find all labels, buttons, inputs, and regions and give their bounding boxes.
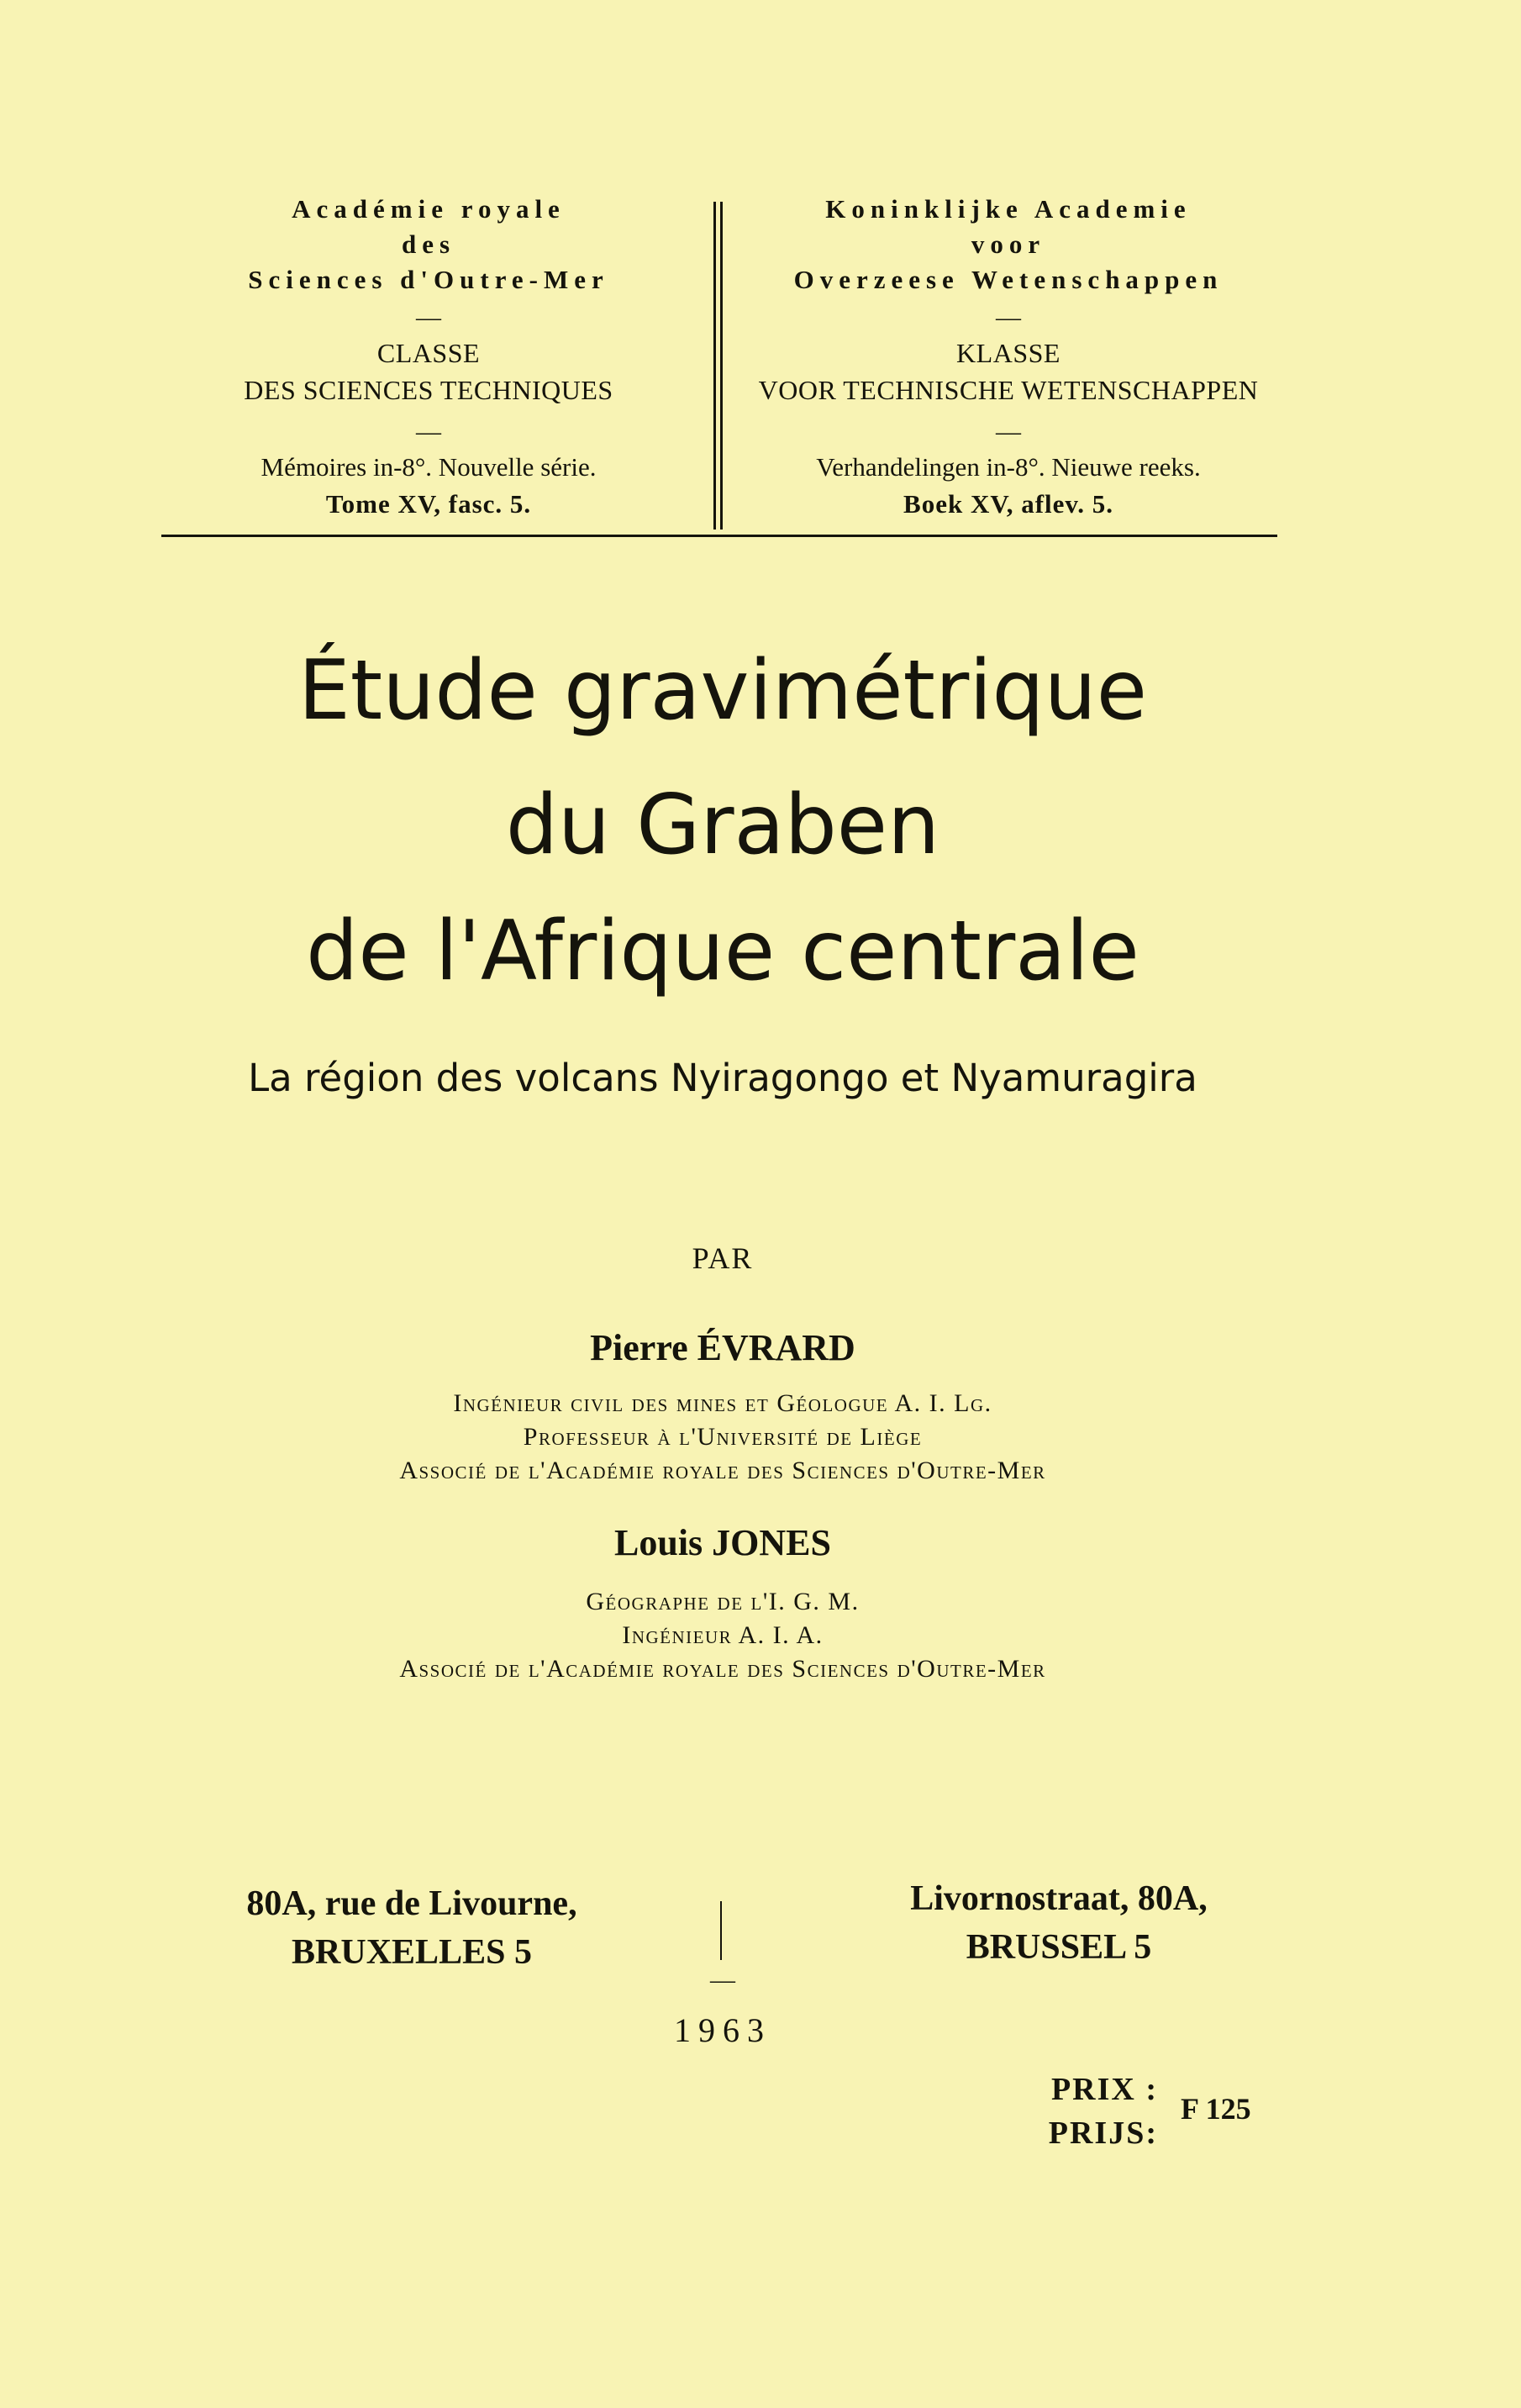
institution-line: Koninklijke Academie	[825, 194, 1192, 224]
author-title: Géographe de l'I. G. M.	[586, 1588, 860, 1615]
address-line: BRUXELLES 5	[292, 1933, 532, 1972]
price-labels	[1032, 2068, 1158, 2155]
separator-dash: —	[416, 303, 441, 331]
separator-dash: —	[996, 303, 1021, 331]
classe-line: DES SCIENCES TECHNIQUES	[244, 375, 613, 405]
classe-line: VOOR TECHNISCHE WETENSCHAPPEN	[758, 375, 1259, 405]
header-divider	[713, 202, 716, 530]
author-title: Professeur à l'Université de Liège	[523, 1423, 923, 1451]
author-name: Pierre ÉVRARD	[590, 1327, 855, 1368]
author-title: Ingénieur civil des mines et Géologue A. I. Lg.	[453, 1389, 992, 1417]
author-title: Ingénieur A. I. A.	[622, 1621, 824, 1649]
address-line: Livornostraat, 80A,	[910, 1879, 1208, 1918]
year-dash: —	[710, 1966, 735, 1994]
title-line: du Graben	[505, 777, 940, 873]
series-line: Mémoires in-8°. Nouvelle série.	[261, 452, 597, 482]
institution-line: Sciences d'Outre-Mer	[248, 265, 609, 294]
tome-line: Boek XV, aflev. 5.	[903, 489, 1113, 519]
institution-line: Overzeese Wetenschappen	[793, 265, 1224, 294]
classe-line: KLASSE	[956, 338, 1060, 368]
footer-divider	[720, 1901, 722, 1960]
header-right	[731, 192, 1286, 523]
address-fr	[193, 1879, 630, 1977]
header-rule	[161, 535, 1277, 537]
series-line: Verhandelingen in-8°. Nieuwe reeks.	[816, 452, 1201, 482]
address-line: 80A, rue de Livourne,	[246, 1884, 577, 1923]
institution-line: voor	[971, 229, 1046, 259]
author-name: Louis JONES	[614, 1522, 831, 1563]
institution-line: Académie royale	[292, 194, 566, 224]
subtitle: La région des volcans Nyiragongo et Nyamuragira	[248, 1056, 1197, 1100]
title-line: Étude gravimétrique	[297, 643, 1148, 739]
price-label: PRIJS:	[1048, 2116, 1158, 2151]
classe-line: CLASSE	[376, 338, 481, 368]
tome-line: Tome XV, fasc. 5.	[325, 489, 532, 519]
separator-dash: —	[416, 418, 441, 445]
address-line: BRUSSEL 5	[966, 1928, 1152, 1967]
address-nl	[840, 1874, 1277, 1972]
price-label: PRIX :	[1050, 2072, 1158, 2107]
publication-year: 1963	[674, 2011, 771, 2049]
price-value: F 125	[1181, 2092, 1251, 2126]
title-line: de l'Afrique centrale	[306, 904, 1139, 999]
author-title: Associé de l'Académie royale des Sciences d'Outre-Mer	[399, 1655, 1046, 1683]
header-left	[168, 192, 689, 523]
header-divider	[720, 202, 723, 530]
separator-dash: —	[996, 418, 1021, 445]
institution-line: des	[401, 229, 456, 259]
author-title: Associé de l'Académie royale des Sciences d'Outre-Mer	[399, 1457, 1046, 1484]
par-label: PAR	[692, 1241, 754, 1275]
